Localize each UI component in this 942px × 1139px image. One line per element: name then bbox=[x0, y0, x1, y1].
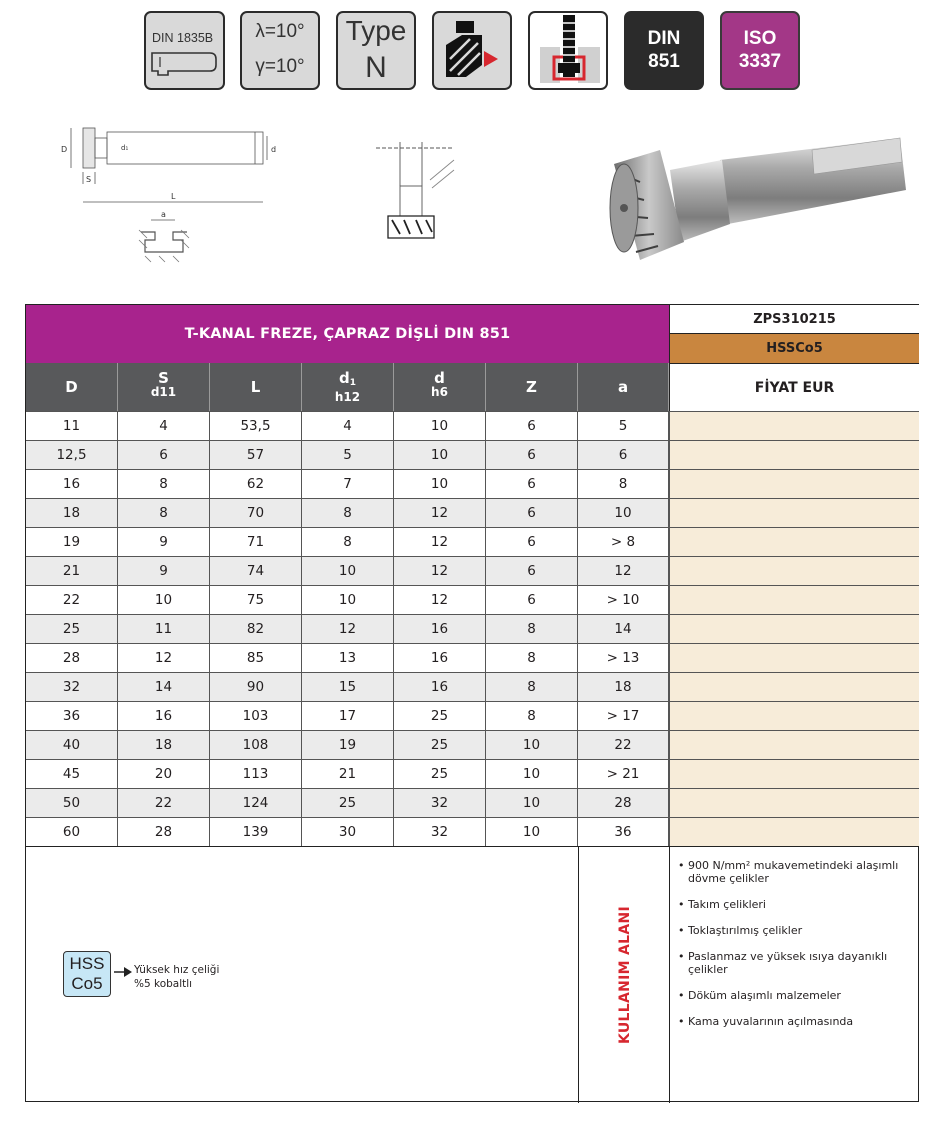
cell-L: 108 bbox=[210, 731, 302, 759]
cell-S: 22 bbox=[118, 789, 210, 817]
rake-angle-label: γ=10° bbox=[255, 56, 305, 77]
cell-D: 28 bbox=[26, 644, 118, 672]
cell-S: 16 bbox=[118, 702, 210, 730]
cell-d1: 17 bbox=[302, 702, 394, 730]
cell-D: 19 bbox=[26, 528, 118, 556]
iso-value: 3337 bbox=[738, 51, 782, 72]
price-cell bbox=[669, 470, 919, 498]
cell-d: 12 bbox=[394, 557, 486, 585]
cell-d: 10 bbox=[394, 412, 486, 440]
price-cell bbox=[669, 499, 919, 527]
table-row bbox=[26, 759, 919, 788]
din-1835b-label: DIN 1835B bbox=[152, 31, 214, 45]
price-cell bbox=[669, 731, 919, 759]
cell-S: 12 bbox=[118, 644, 210, 672]
table-row bbox=[26, 788, 919, 817]
cell-L: 74 bbox=[210, 557, 302, 585]
drawing-label-a: a bbox=[161, 210, 166, 219]
usage-item: • Takım çelikleri bbox=[678, 898, 913, 911]
cell-d: 12 bbox=[394, 586, 486, 614]
cell-d1: 21 bbox=[302, 760, 394, 788]
cell-a: > 13 bbox=[578, 644, 669, 672]
table-row bbox=[26, 469, 919, 498]
cell-D: 36 bbox=[26, 702, 118, 730]
price-cell bbox=[669, 557, 919, 585]
price-cell bbox=[669, 412, 919, 440]
cell-D: 18 bbox=[26, 499, 118, 527]
col-header-D: D bbox=[26, 363, 118, 411]
cell-d1: 4 bbox=[302, 412, 394, 440]
cell-d1: 7 bbox=[302, 470, 394, 498]
cell-a: 14 bbox=[578, 615, 669, 643]
cell-a: > 17 bbox=[578, 702, 669, 730]
angle-badge bbox=[240, 11, 320, 90]
cell-d: 25 bbox=[394, 760, 486, 788]
cell-a: > 21 bbox=[578, 760, 669, 788]
cell-Z: 10 bbox=[486, 818, 578, 846]
t-slot-badge bbox=[528, 11, 608, 90]
cell-Z: 8 bbox=[486, 644, 578, 672]
helix-angle-label: λ=10° bbox=[255, 21, 305, 42]
hss-co5-badge: HSS Co5 bbox=[63, 951, 111, 997]
cell-d1: 19 bbox=[302, 731, 394, 759]
usage-area-column bbox=[578, 847, 670, 1103]
cell-D: 60 bbox=[26, 818, 118, 846]
price-cell bbox=[669, 702, 919, 730]
cell-L: 62 bbox=[210, 470, 302, 498]
table-row bbox=[26, 643, 919, 672]
type-badge bbox=[336, 11, 416, 90]
type-value: N bbox=[365, 51, 387, 84]
cell-D: 50 bbox=[26, 789, 118, 817]
cell-d1: 10 bbox=[302, 586, 394, 614]
price-cell bbox=[669, 441, 919, 469]
cell-L: 139 bbox=[210, 818, 302, 846]
cell-a: > 10 bbox=[578, 586, 669, 614]
drawing-label-d1: d₁ bbox=[121, 144, 129, 152]
iso-label: ISO bbox=[743, 28, 777, 49]
table-row bbox=[26, 817, 919, 846]
cell-Z: 6 bbox=[486, 499, 578, 527]
price-cell bbox=[669, 644, 919, 672]
cutting-direction-badge bbox=[432, 11, 512, 90]
cell-a: 36 bbox=[578, 818, 669, 846]
cell-a: 8 bbox=[578, 470, 669, 498]
cell-d1: 5 bbox=[302, 441, 394, 469]
din-label: DIN bbox=[647, 28, 681, 49]
cell-d1: 12 bbox=[302, 615, 394, 643]
cell-S: 11 bbox=[118, 615, 210, 643]
cell-d: 10 bbox=[394, 470, 486, 498]
usage-list bbox=[678, 859, 913, 1041]
table-row bbox=[26, 527, 919, 556]
din-value: 851 bbox=[648, 51, 680, 72]
cell-L: 85 bbox=[210, 644, 302, 672]
table-row bbox=[26, 730, 919, 759]
cell-S: 10 bbox=[118, 586, 210, 614]
cell-d: 25 bbox=[394, 702, 486, 730]
cell-D: 25 bbox=[26, 615, 118, 643]
notes-section bbox=[26, 846, 919, 1102]
price-cell bbox=[669, 528, 919, 556]
usage-item: • Paslanmaz ve yüksek ısıya dayanıklı çelikler bbox=[678, 950, 913, 976]
price-header: FİYAT EUR bbox=[669, 363, 919, 411]
cell-S: 6 bbox=[118, 441, 210, 469]
cell-Z: 8 bbox=[486, 673, 578, 701]
drawing-label-d: d bbox=[271, 145, 277, 154]
dimension-drawing bbox=[55, 120, 295, 275]
table-row bbox=[26, 614, 919, 643]
price-cell bbox=[669, 586, 919, 614]
cell-Z: 6 bbox=[486, 470, 578, 498]
table-title: T-KANAL FREZE, ÇAPRAZ DİŞLİ DIN 851 bbox=[26, 305, 669, 363]
cell-D: 45 bbox=[26, 760, 118, 788]
cell-S: 9 bbox=[118, 557, 210, 585]
table-row bbox=[26, 440, 919, 469]
cell-D: 21 bbox=[26, 557, 118, 585]
drawing-label-L: L bbox=[171, 192, 176, 201]
cell-d: 10 bbox=[394, 441, 486, 469]
cell-d: 12 bbox=[394, 499, 486, 527]
cell-Z: 10 bbox=[486, 760, 578, 788]
cell-D: 11 bbox=[26, 412, 118, 440]
cell-a: 5 bbox=[578, 412, 669, 440]
material-grade: HSSCo5 bbox=[669, 334, 919, 363]
product-table bbox=[25, 304, 919, 1102]
cell-S: 20 bbox=[118, 760, 210, 788]
cell-d: 12 bbox=[394, 528, 486, 556]
din-851-badge bbox=[624, 11, 704, 90]
cell-d: 32 bbox=[394, 789, 486, 817]
col-header-Z: Z bbox=[486, 363, 578, 411]
cell-L: 82 bbox=[210, 615, 302, 643]
price-cell bbox=[669, 673, 919, 701]
cell-D: 40 bbox=[26, 731, 118, 759]
cell-Z: 8 bbox=[486, 615, 578, 643]
t-slot-icon bbox=[530, 13, 608, 90]
cell-d: 16 bbox=[394, 673, 486, 701]
table-row bbox=[26, 701, 919, 730]
cell-D: 12,5 bbox=[26, 441, 118, 469]
drawing-label-D: D bbox=[61, 145, 68, 154]
usage-item: • Toklaştırılmış çelikler bbox=[678, 924, 913, 937]
cell-L: 113 bbox=[210, 760, 302, 788]
cell-D: 22 bbox=[26, 586, 118, 614]
cell-L: 103 bbox=[210, 702, 302, 730]
col-header-a: a bbox=[578, 363, 669, 411]
price-cell bbox=[669, 789, 919, 817]
cell-a: 28 bbox=[578, 789, 669, 817]
cell-d1: 10 bbox=[302, 557, 394, 585]
cell-d: 25 bbox=[394, 731, 486, 759]
cell-S: 4 bbox=[118, 412, 210, 440]
cell-a: > 8 bbox=[578, 528, 669, 556]
cell-d: 16 bbox=[394, 615, 486, 643]
cell-S: 8 bbox=[118, 499, 210, 527]
cell-d1: 30 bbox=[302, 818, 394, 846]
cell-S: 28 bbox=[118, 818, 210, 846]
cell-S: 8 bbox=[118, 470, 210, 498]
cell-Z: 6 bbox=[486, 528, 578, 556]
cell-Z: 6 bbox=[486, 441, 578, 469]
cell-L: 70 bbox=[210, 499, 302, 527]
price-cell bbox=[669, 818, 919, 846]
cell-L: 71 bbox=[210, 528, 302, 556]
cell-L: 53,5 bbox=[210, 412, 302, 440]
product-code: ZPS310215 bbox=[669, 305, 919, 334]
cutting-direction-icon bbox=[434, 13, 512, 90]
col-header-d: d h6 bbox=[394, 363, 486, 411]
cell-L: 124 bbox=[210, 789, 302, 817]
col-header-L: L bbox=[210, 363, 302, 411]
cell-D: 16 bbox=[26, 470, 118, 498]
cell-d: 16 bbox=[394, 644, 486, 672]
col-header-d1: $d_1$ h12 bbox=[302, 363, 394, 411]
cell-S: 18 bbox=[118, 731, 210, 759]
slot-cutting-drawing bbox=[370, 140, 460, 245]
cell-Z: 10 bbox=[486, 789, 578, 817]
cell-Z: 6 bbox=[486, 586, 578, 614]
cell-S: 9 bbox=[118, 528, 210, 556]
price-cell bbox=[669, 615, 919, 643]
cell-L: 90 bbox=[210, 673, 302, 701]
cell-D: 32 bbox=[26, 673, 118, 701]
cell-a: 6 bbox=[578, 441, 669, 469]
table-row bbox=[26, 672, 919, 701]
cell-Z: 10 bbox=[486, 731, 578, 759]
cell-Z: 6 bbox=[486, 557, 578, 585]
usage-item: • Döküm alaşımlı malzemeler bbox=[678, 989, 913, 1002]
drawing-label-S: S bbox=[86, 175, 92, 184]
cell-Z: 8 bbox=[486, 702, 578, 730]
cell-d1: 15 bbox=[302, 673, 394, 701]
cell-d1: 25 bbox=[302, 789, 394, 817]
type-label: Type bbox=[345, 15, 407, 46]
arrow-right-icon bbox=[114, 966, 132, 978]
cell-a: 12 bbox=[578, 557, 669, 585]
usage-item: • Kama yuvalarının açılmasında bbox=[678, 1015, 913, 1028]
usage-item: • 900 N/mm² mukavemetindeki alaşımlı dövme çelikler bbox=[678, 859, 913, 885]
table-row bbox=[26, 498, 919, 527]
din-1835b-shank-badge bbox=[144, 11, 225, 90]
cell-d: 32 bbox=[394, 818, 486, 846]
cell-S: 14 bbox=[118, 673, 210, 701]
col-header-S: S d11 bbox=[118, 363, 210, 411]
cell-L: 75 bbox=[210, 586, 302, 614]
t-slot-cutter-photo bbox=[600, 120, 920, 280]
usage-area-label: KULLANIM ALANI bbox=[617, 905, 633, 1045]
cell-a: 22 bbox=[578, 731, 669, 759]
table-row bbox=[26, 585, 919, 614]
table-row bbox=[26, 556, 919, 585]
cell-d1: 13 bbox=[302, 644, 394, 672]
cell-d1: 8 bbox=[302, 528, 394, 556]
weldon-shank-icon bbox=[146, 13, 225, 90]
material-description: Yüksek hız çeliği %5 kobaltlı bbox=[134, 964, 220, 990]
cell-d1: 8 bbox=[302, 499, 394, 527]
cell-L: 57 bbox=[210, 441, 302, 469]
iso-3337-badge bbox=[720, 11, 800, 90]
cell-a: 10 bbox=[578, 499, 669, 527]
table-row bbox=[26, 411, 919, 440]
price-cell bbox=[669, 760, 919, 788]
cell-Z: 6 bbox=[486, 412, 578, 440]
cell-a: 18 bbox=[578, 673, 669, 701]
